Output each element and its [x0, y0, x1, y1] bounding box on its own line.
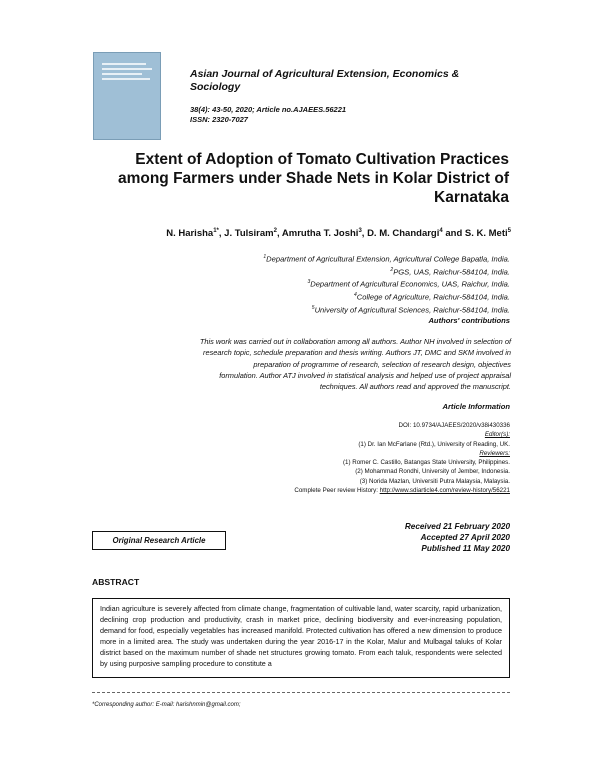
author-name: D. M. Chandargi — [367, 228, 440, 240]
contributions-heading: Authors' contributions — [428, 316, 510, 325]
corresponding-author: *Corresponding author: E-mail: harishnmin@gmail.com; — [92, 702, 241, 708]
footnote-divider — [92, 692, 510, 693]
author-sup: 4 — [439, 228, 443, 234]
citation: 38(4): 43-50, 2020; Article no.AJAEES.56221 — [190, 105, 347, 114]
reviewers-label: Reviewers: — [479, 449, 510, 457]
affiliation-item: $^1$Department of Agricultural Extension, Agricultural College Bapatla, India. — [263, 254, 510, 264]
affiliations — [150, 252, 510, 316]
contribution-line: This work was carried out in collaboration among all authors. Author NH involved in selection of — [199, 337, 511, 346]
affiliation-item: $^2$PGS, UAS, Raichur-584104, India. — [390, 266, 510, 277]
article-info-block — [200, 421, 510, 495]
contribution-line: formulation. Author ATJ involved in statistical analysis and helped use of project appraisal — [219, 370, 511, 380]
doi: DOI: 10.9734/AJAEES/2020/v38i430336 — [398, 422, 510, 429]
affiliation-item: $^4$College of Agriculture, Raichur-584104, India. — [353, 292, 510, 302]
date-received: Received 21 February 2020 — [404, 522, 510, 531]
article-type-badge: Original Research Article — [92, 531, 226, 550]
reviewer: (2) Mohammad Rondhi, University of Jember, Indonesia. — [355, 468, 510, 476]
affiliation-item: $^5$University of Agricultural Sciences, Raichur-584104, India. — [311, 304, 510, 315]
review-history — [200, 486, 510, 495]
author-list: N. Harisha$^{1*}$, J. Tulsiram$^2$, Amrutha T. Joshi$^3$, D. M. Chandargi$^4$ and S. K. Meti$^5$ — [166, 228, 511, 240]
review-history-link[interactable]: http://www.sdiarticle4.com/review-history/56221 — [379, 487, 510, 495]
date-published: Published 11 May 2020 — [421, 544, 510, 553]
contribution-line: preparation of programme of research, selection of research design, objectives — [253, 359, 511, 369]
paper-title: Extent of Adoption of Tomato Cultivation Practices among Farmers under Shade Nets in Kolar District of Karnataka — [117, 151, 509, 206]
author-name: J. Tulsiram — [224, 228, 274, 240]
author-sup: 3 — [358, 228, 362, 234]
reviewer: (3) Norida Mazlan, Universiti Putra Malaysia, Malaysia. — [359, 477, 510, 485]
journal-title: Asian Journal of Agricultural Extension, Economics & Sociology — [190, 68, 460, 93]
citation-block — [190, 105, 346, 125]
author-name: N. Harisha — [166, 228, 214, 240]
editor: (1) Dr. Ian McFarlane (Rtd.), University of Reading, UK. — [358, 440, 510, 448]
author-name: Amrutha T. Joshi — [281, 228, 359, 240]
author-sup: 1* — [213, 228, 219, 234]
contribution-line: techniques. All authors read and approved the manuscript. — [319, 382, 511, 392]
publication-dates — [330, 521, 510, 554]
editor-label: Editor(s): — [484, 431, 510, 439]
journal-cover-thumbnail — [93, 52, 161, 140]
abstract-box — [92, 598, 510, 678]
author-name: S. K. Meti — [464, 228, 508, 240]
contributions-text — [108, 336, 511, 392]
author-sup: 5 — [507, 228, 511, 234]
abstract-heading: ABSTRACT — [92, 577, 140, 587]
author-sup: 2 — [273, 228, 277, 234]
abstract-text: Indian agriculture is severely affected from climate change, fragmentation of cultivable land, water scarcity, rapid urbanization, declining crop production and productivity, crash in market price, declining biodiversity and ever-increasing population, demand for food, especially vegetables has increased manifold. Protected cultivation has offered a new dimension to produce more in a limited area. The study was undertaken during the year 2016-17 in the Kolar, Malur and Mulbagal taluks of Kolar district based on the maximum number of shade net structures growing tomato. From each taluk, respondents were selected by using purposive sampling procedure to constitute a — [100, 604, 502, 668]
issn: ISSN: 2320-7027 — [190, 115, 248, 124]
date-accepted: Accepted 27 April 2020 — [420, 533, 510, 542]
affiliation-item: $^3$Department of Agricultural Economics, UAS, Raichur, India. — [307, 279, 510, 289]
reviewer: (1) Romer C. Castillo, Batangas State University, Philippines. — [342, 459, 510, 467]
contribution-line: research topic, schedule preparation and thesis writing. Authors JT, DMC and SKM involved in — [203, 348, 511, 358]
article-info-heading: Article Information — [442, 402, 510, 411]
review-history-label: Complete Peer review History: — [294, 487, 380, 495]
